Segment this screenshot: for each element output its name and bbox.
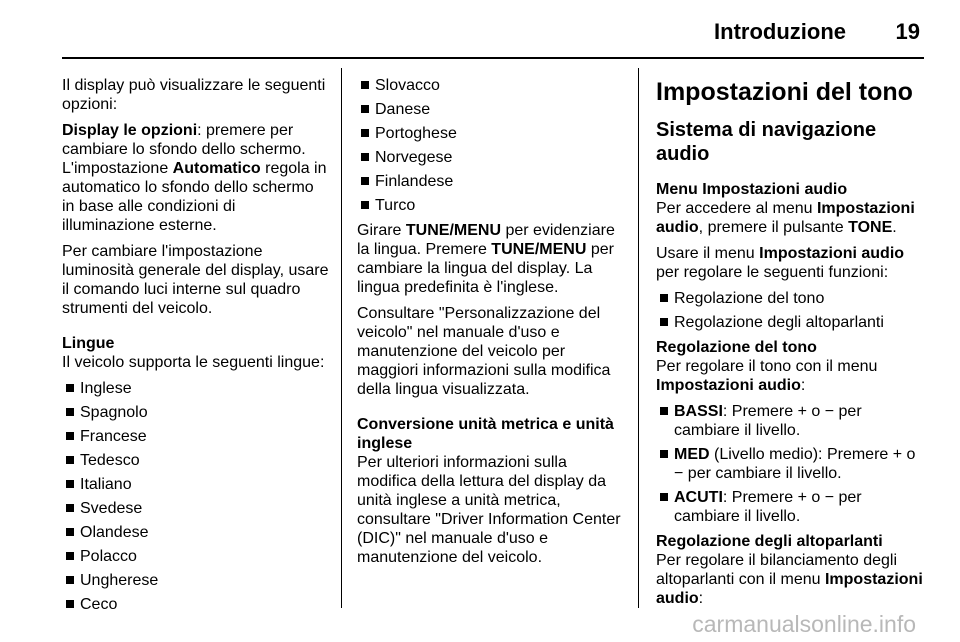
list-item: Norvegese	[357, 148, 627, 167]
language-list-2	[357, 76, 627, 215]
tone-button-term: TONE	[848, 219, 893, 236]
tune-menu-term: TUNE/MENU	[405, 222, 502, 239]
page-number: 19	[895, 19, 920, 44]
list-item: Turco	[357, 196, 627, 215]
text-run: Per regolare il bilanciamento degli altoparlanti con il menu	[656, 552, 898, 588]
display-options-term: Display le opzioni	[62, 122, 198, 139]
text-run: : premere per cambiare lo sfondo dello schermo. L'impostazione	[62, 122, 306, 177]
list-item-acuti	[656, 488, 926, 526]
lingue-intro: Il veicolo supporta le seguenti lingue:	[62, 354, 325, 371]
header-divider	[62, 57, 924, 59]
subsection-title: Sistema di navigazione audio	[656, 119, 877, 165]
text-run: :	[800, 377, 806, 394]
list-item: Portoghese	[357, 124, 627, 143]
column-divider-2	[638, 68, 639, 608]
list-item: Francese	[62, 427, 330, 446]
tone-heading: Regolazione del tono	[656, 339, 817, 356]
text-run: Usare il menu	[656, 245, 760, 262]
display-options-paragraph	[62, 121, 330, 235]
automatico-term: Automatico	[172, 160, 261, 177]
acuti-label: ACUTI	[674, 489, 723, 506]
text-run: : Premere + o − per cambiare il livello.	[674, 489, 862, 525]
list-item: Svedese	[62, 499, 330, 518]
tune-menu-paragraph	[357, 221, 627, 297]
list-item: Polacco	[62, 547, 330, 566]
column-1	[62, 76, 330, 620]
med-label: MED	[674, 446, 710, 463]
list-item: Slovacco	[357, 76, 627, 95]
list-item-med	[656, 445, 926, 483]
list-item: Tedesco	[62, 451, 330, 470]
text-run: per cambiare la lingua del display. La lingua predefinita è l'inglese.	[357, 241, 614, 296]
section-title: Impostazioni del tono	[656, 78, 913, 106]
list-item: Regolazione degli altoparlanti	[656, 313, 926, 332]
conversion-heading: Conversione unità metrica e unità inglese	[357, 416, 614, 452]
text-run: Girare	[357, 222, 406, 239]
text-run: : Premere + o − per cambiare il livello.	[674, 403, 862, 439]
text-run: per evidenziare la lingua. Premere	[357, 222, 615, 258]
audio-settings-term: Impostazioni audio	[759, 245, 905, 262]
audio-settings-term: Impostazioni audio	[656, 377, 801, 394]
list-item: Ungherese	[62, 571, 330, 590]
text-run: regola in automatico lo sfondo dello schermo in base alle condizioni di illuminazione esterne.	[62, 160, 327, 234]
text-run: Per accedere al menu	[656, 200, 817, 217]
bassi-label: BASSI	[674, 403, 723, 420]
list-item: Inglese	[62, 379, 330, 398]
text-run: per regolare le seguenti funzioni:	[656, 264, 889, 281]
lingue-heading: Lingue	[62, 335, 115, 352]
list-item: Ceco	[62, 595, 330, 614]
tone-options-list	[656, 402, 926, 526]
display-options-intro: Il display può visualizzare le seguenti opzioni:	[62, 77, 326, 113]
menu-usage-paragraph	[656, 244, 926, 282]
list-item: Spagnolo	[62, 403, 330, 422]
column-divider-1	[341, 68, 342, 608]
speaker-heading: Regolazione degli altoparlanti	[656, 533, 883, 550]
list-item: Regolazione del tono	[656, 289, 926, 308]
chapter-title: Introduzione	[714, 19, 846, 44]
menu-access-paragraph	[656, 199, 926, 237]
tone-intro	[656, 357, 926, 395]
list-item-bassi	[656, 402, 926, 440]
function-list	[656, 289, 926, 332]
list-item: Olandese	[62, 523, 330, 542]
language-list-1	[62, 379, 330, 614]
list-item: Italiano	[62, 475, 330, 494]
brightness-paragraph: Per cambiare l'impostazione luminosità generale del display, usare il comando luci interne sul quadro strumenti del veicolo.	[62, 243, 329, 317]
speaker-intro	[656, 551, 926, 608]
menu-heading: Menu Impostazioni audio	[656, 181, 848, 198]
personalization-paragraph: Consultare "Personalizzazione del veicolo" nel manuale d'uso e manutenzione del veicolo per maggiori informazioni sulla modifica della lingua visualizzata.	[357, 305, 611, 398]
list-item: Finlandese	[357, 172, 627, 191]
text-run: (Livello medio): Premere + o − per cambiare il livello.	[674, 446, 916, 482]
list-item: Danese	[357, 100, 627, 119]
text-run: :	[698, 590, 704, 607]
conversion-paragraph: Per ulteriori informazioni sulla modifica della lettura del display da unità inglese a unità metrica, consultare "Driver Information Center (DIC)" nel manuale d'uso e manutenzione del veicolo.	[357, 454, 621, 566]
page-header	[62, 16, 924, 48]
tune-menu-term: TUNE/MENU	[491, 241, 587, 258]
column-3	[656, 78, 926, 615]
column-2	[357, 76, 627, 574]
audio-settings-term: Impostazioni audio	[656, 200, 915, 236]
text-run: .	[892, 219, 897, 236]
watermark: carmanualsonline.info	[692, 611, 916, 637]
text-run: , premere il pulsante	[698, 219, 849, 236]
text-run: Per regolare il tono con il menu	[656, 358, 878, 375]
audio-settings-term: Impostazioni audio	[656, 571, 923, 607]
